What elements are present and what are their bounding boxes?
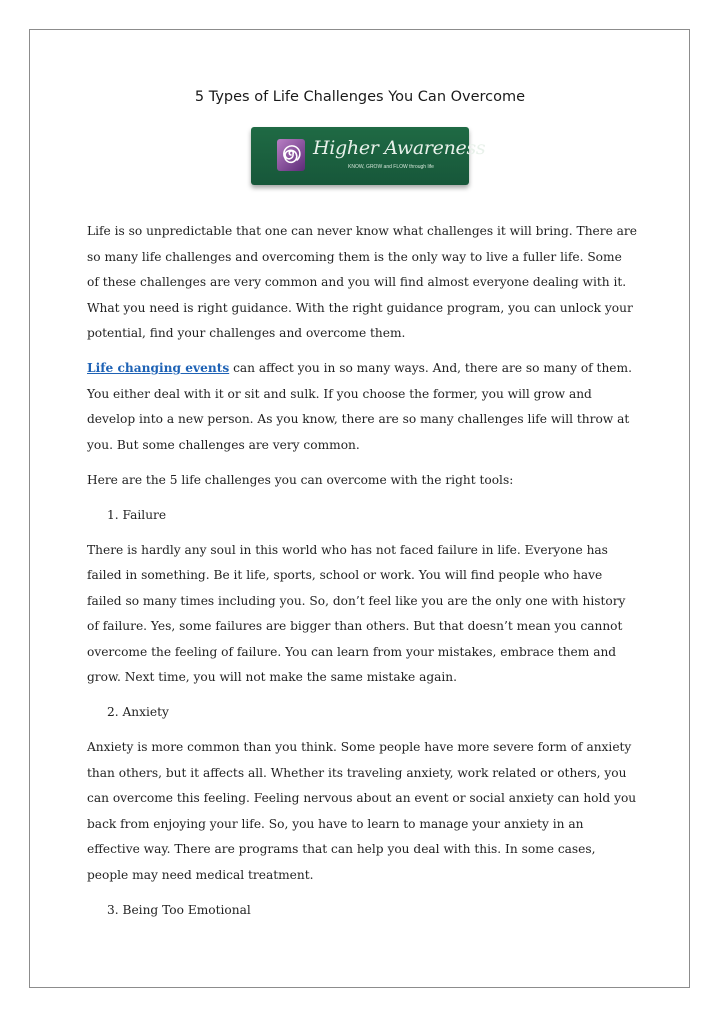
logo-name: Higher Awareness [313,137,486,159]
life-events-paragraph [87,356,637,458]
list-item-failure: 1. Failure [107,507,167,522]
anxiety-paragraph: Anxiety is more common than you think. Some people have more severe form of anxiety than others, but it affects all. Whether its traveling anxiety, work related or others, you can overcome this feeling. Feeling nervous about an event or social anxiety can hold you back from enjoying your life. So, you have to learn to manage your anxiety in an effective way. There are programs that can help you deal with this. In some cases, people may need medical treatment. [87,740,637,882]
article-body [87,219,637,933]
intro-paragraph: Life is so unpredictable that one can never know what challenges it will bring. There are so many life challenges and overcoming them is the only way to live a fuller life. Some of these challenges are very common and you will find almost everyone dealing with it. What you need is right guidance. With the right guidance program, you can unlock your potential, find your challenges and overcome them. [87,224,637,340]
spiral-icon [277,139,305,171]
higher-awareness-logo [251,127,486,185]
list-item-anxiety: 2. Anxiety [107,705,169,719]
list-intro: Here are the 5 life challenges you can overcome with the right tools: [87,472,514,487]
life-changing-events-link[interactable]: Life changing events [87,361,230,375]
page-title: 5 Types of Life Challenges You Can Overcome [194,89,526,105]
life-events-text: can affect you in so many ways. And, there are so many of them. You either deal with it or sit and sulk. If you choose the former, you will grow and develop into a new person. As you know, there are so many challenges life will throw at you. But some challenges are very common. [87,361,632,452]
logo-tagline: KNOW, GROW and FLOW through life [348,164,434,170]
failure-paragraph: There is hardly any soul in this world who has not faced failure in life. Everyone has failed in something. Be it life, sports, school or work. You will find people who have failed so many times including you. So, don’t feel like you are the only one with history of failure. Yes, some failures are bigger than others. But that doesn’t mean you cannot overcome the feeling of failure. You can learn from your mistakes, embrace them and grow. Next time, you will not make the same mistake again. [87,542,626,684]
list-item-being-too-emotional: 3. Being Too Emotional [107,902,251,917]
